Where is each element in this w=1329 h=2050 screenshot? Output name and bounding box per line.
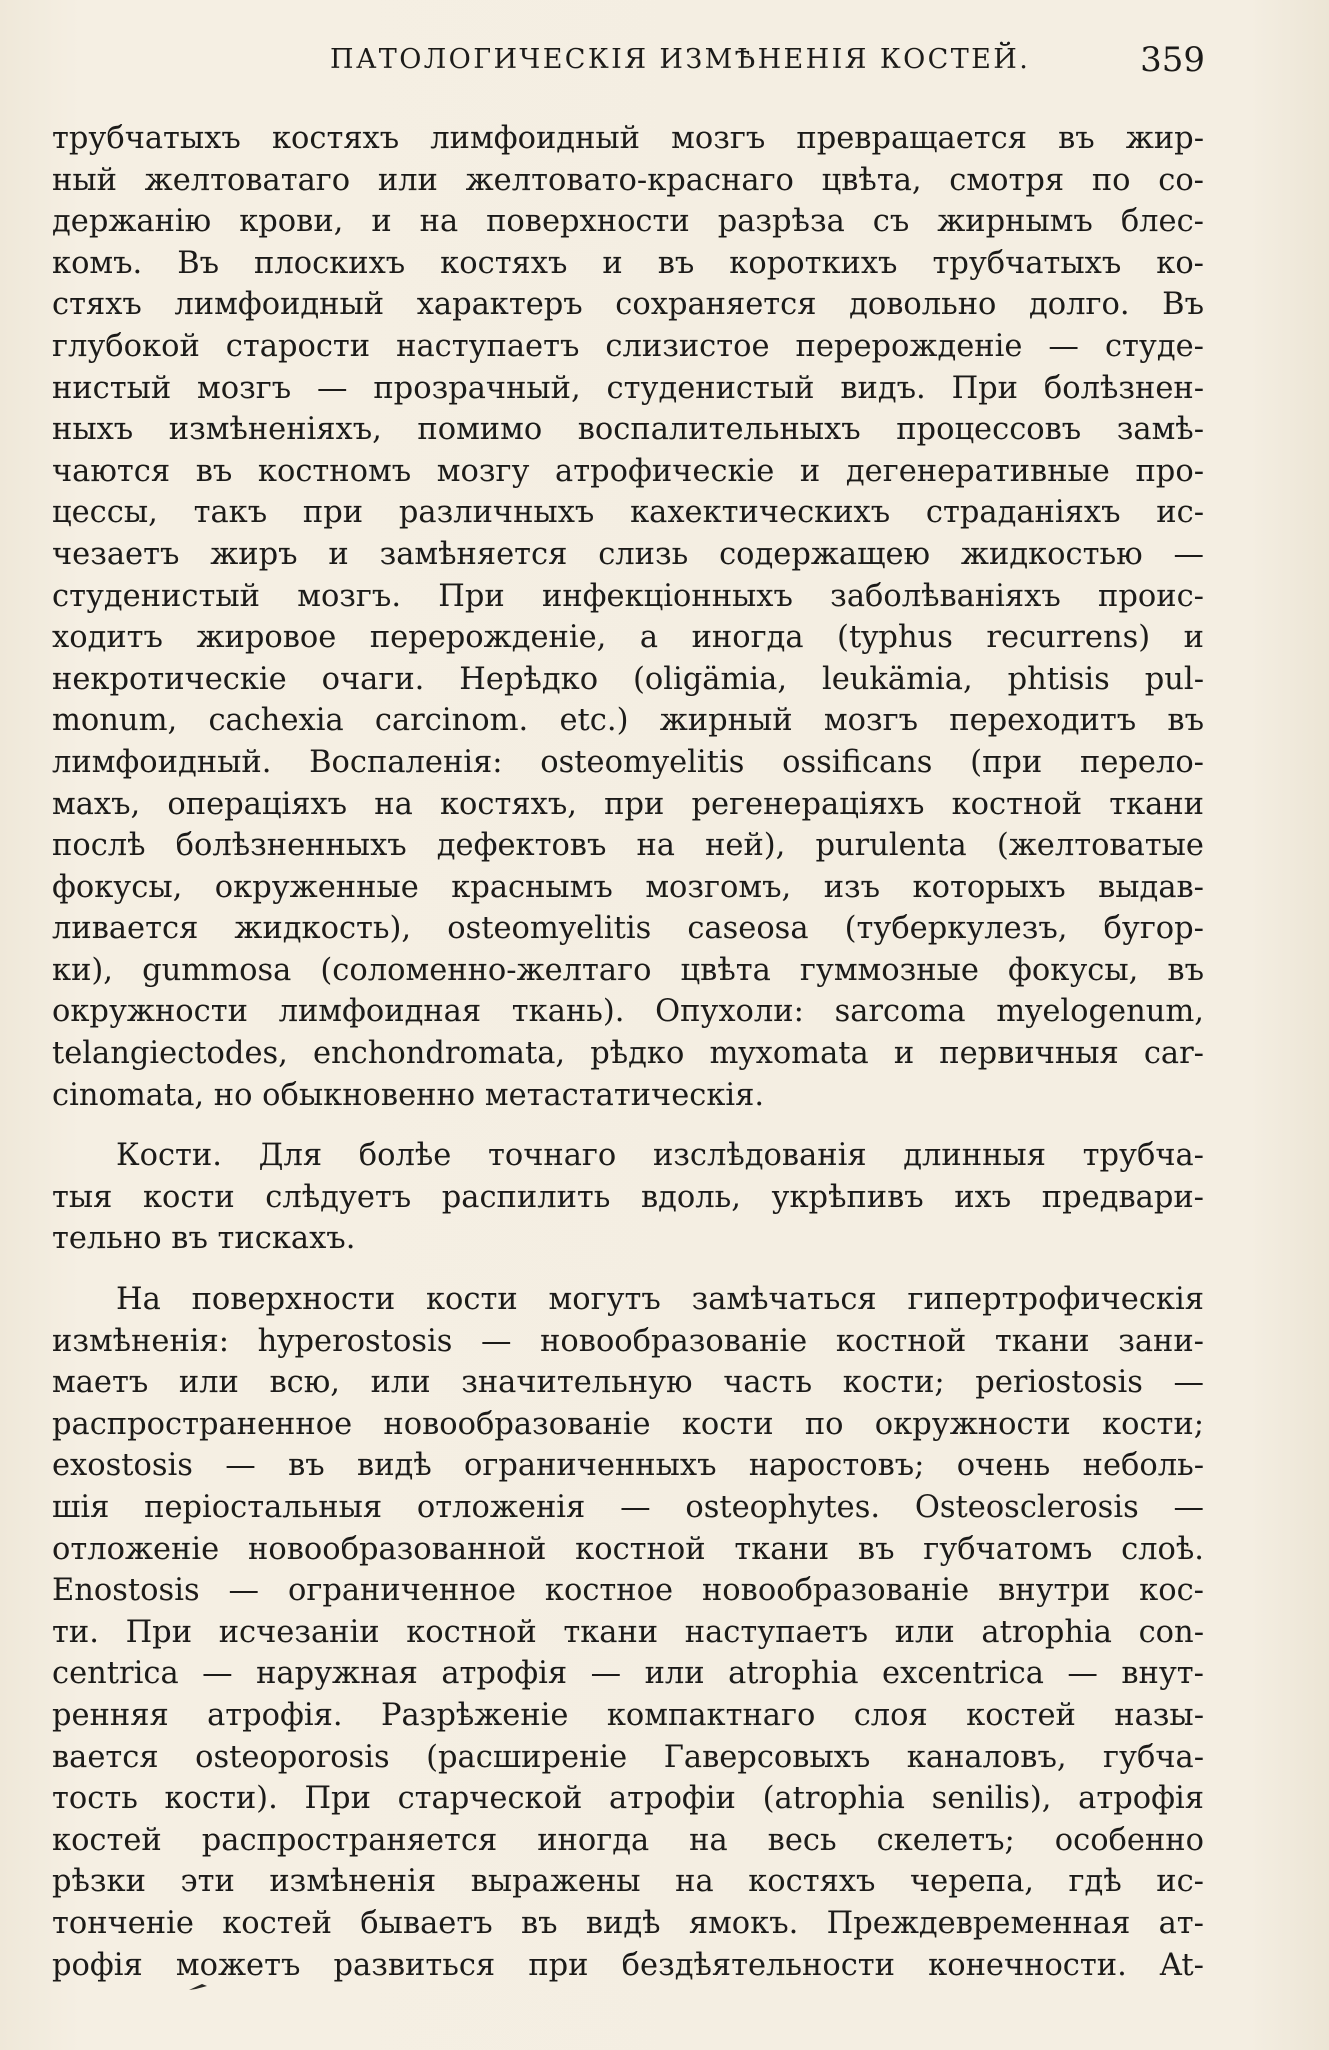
text-line: измѣненія: hyperostosis — новообразованіе костной ткани зани- [52, 1323, 1204, 1359]
text-line: Enostosis — ограниченное костное новообразованіе внутри кос- [52, 1573, 1204, 1609]
text-line: студенистый мозгъ. При инфекціонныхъ заболѣваніяхъ проис- [52, 578, 1204, 614]
running-title: ПАТОЛОГИЧЕСКІЯ ИЗМѢНЕНІЯ КОСТЕЙ. [330, 44, 1031, 75]
text-line: послѣ болѣзненныхъ дефектовъ на ней), purulenta (желтоватые [52, 828, 1204, 864]
text-line: махъ, операціяхъ на костяхъ, при регенераціяхъ костной ткани [52, 786, 1204, 822]
text-line: фокусы, окруженные краснымъ мозгомъ, изъ которыхъ выдав- [52, 869, 1204, 905]
paragraph-gap [52, 1260, 1204, 1279]
text-line: стяхъ лимфоидный характеръ сохраняется довольно долго. Въ [52, 287, 1204, 323]
text-line: чезаетъ жиръ и замѣняется слизь содержащею жидкостью — [52, 536, 1204, 572]
text-line: тость кости). При старческой атрофіи (atrophia senilis), атрофія [52, 1781, 1204, 1817]
text-line: тельно въ тискахъ. [52, 1221, 356, 1257]
text-line: ренняя атрофія. Разрѣженіе компактнаго слоя костей назы- [52, 1697, 1204, 1733]
text-line: комъ. Въ плоскихъ костяхъ и въ короткихъ трубчатыхъ ко- [52, 245, 1204, 281]
text-line: некротическіе очаги. Нерѣдко (oligämia, leukämia, phtisis pul- [52, 661, 1204, 697]
text-line: ти. При исчезаніи костной ткани наступаетъ или atrophia con- [52, 1614, 1204, 1650]
text-line: держанію крови, и на поверхности разрѣза съ жирнымъ блес- [52, 204, 1204, 240]
text-line: exostosis — въ видѣ ограниченныхъ наростовъ; очень неболь- [52, 1448, 1204, 1484]
text-line: ливается жидкость), osteomyelitis caseosa (туберкулезъ, бугор- [52, 911, 1204, 947]
running-head [330, 40, 1205, 86]
text-line: monum, cachexia carcinom. etc.) жирный мозгъ переходитъ въ [52, 703, 1204, 739]
text-line: цессы, такъ при различныхъ кахектическихъ страданіяхъ ис- [52, 495, 1204, 531]
text-line: чаются въ костномъ мозгу атрофическіе и дегенеративные про- [52, 453, 1204, 489]
body-text [52, 118, 1204, 1986]
paragraph-gap [52, 1116, 1204, 1135]
text-line: костей распространяется иногда на весь скелетъ; особенно [52, 1822, 1204, 1858]
text-line: cinomata, но обыкновенно метастатическія. [52, 1077, 765, 1113]
paragraph-bones [52, 1135, 1204, 1260]
text-line: На поверхности кости могутъ замѣчаться гипертрофическія [116, 1282, 1204, 1318]
text-line: рофія можетъ развиться при бездѣятельности конечности. At- [52, 1947, 1204, 1983]
ink-speck [188, 1982, 208, 1992]
text-line: трубчатыхъ костяхъ лимфоидный мозгъ превращается въ жир- [52, 121, 1204, 156]
text-line: маетъ или всю, или значительную часть кости; periostosis — [52, 1365, 1204, 1401]
paragraph-bone-marrow [52, 118, 1204, 1116]
text-line: вается osteoporosis (расширеніе Гаверсовыхъ каналовъ, губча- [52, 1739, 1204, 1775]
text-line: centrica — наружная атрофія — или atrophia excentrica — внут- [52, 1656, 1204, 1692]
text-line: Кости. Для болѣе точнаго изслѣдованія длинныя трубча- [116, 1138, 1204, 1174]
text-line: распространенное новообразованіе кости по окружности кости; [52, 1406, 1204, 1442]
text-line: тыя кости слѣдуетъ распилить вдоль, укрѣпивъ ихъ предвари- [52, 1179, 1204, 1215]
text-line: отложеніе новообразованной костной ткани въ губчатомъ слоѣ. [52, 1531, 1204, 1567]
text-line: рѣзки эти измѣненія выражены на костяхъ черепа, гдѣ ис- [52, 1864, 1204, 1900]
text-line: ки), gummosa (соломенно-желтаго цвѣта гуммозные фокусы, въ [52, 952, 1204, 988]
text-line: лимфоидный. Воспаленія: osteomyelitis ossificans (при перело- [52, 744, 1204, 780]
text-line: telangiectodes, enchondromata, рѣдко myxomata и первичныя car- [52, 1036, 1204, 1072]
text-line: ходитъ жировое перерожденіе, а иногда (typhus recurrens) и [52, 620, 1204, 656]
paragraph-bone-surface [52, 1279, 1204, 1986]
text-line: нистый мозгъ — прозрачный, студенистый видъ. При болѣзнен- [52, 370, 1204, 406]
text-line: ный желтоватаго или желтовато-краснаго цвѣта, смотря по со- [52, 162, 1204, 198]
page-number: 359 [1140, 40, 1205, 80]
text-line: глубокой старости наступаетъ слизистое перерожденіе — студе- [52, 328, 1204, 364]
text-line: шія періостальныя отложенія — osteophytes. Osteosclerosis — [52, 1490, 1204, 1525]
text-line: окружности лимфоидная ткань). Опухоли: sarcoma myelogenum, [52, 994, 1204, 1030]
text-line: ныхъ измѣненіяхъ, помимо воспалительныхъ процессовъ замѣ- [52, 412, 1204, 448]
text-line: тонченіе костей бываетъ въ видѣ ямокъ. Преждевременная ат- [52, 1905, 1204, 1941]
